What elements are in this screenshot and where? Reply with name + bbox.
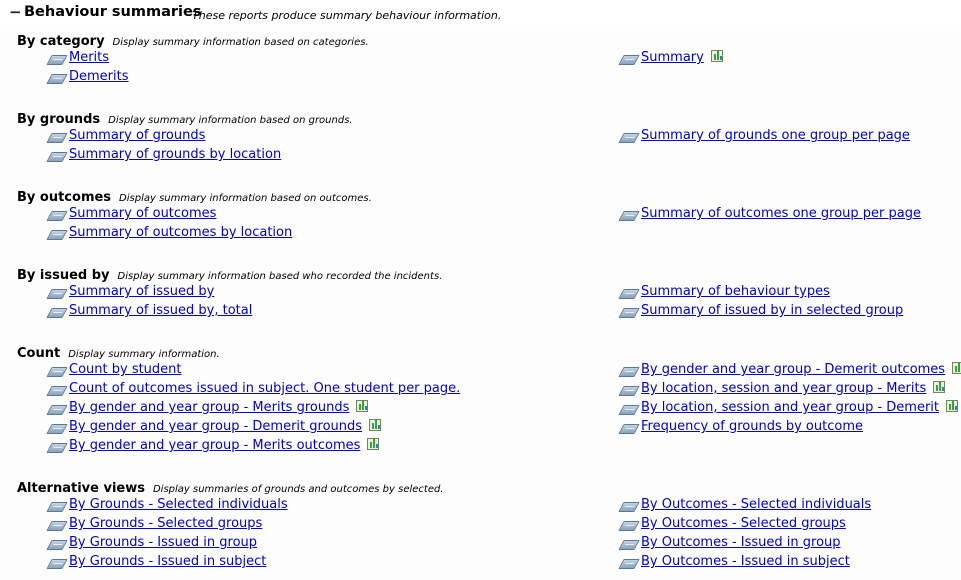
section-title: By issued by — [17, 268, 110, 283]
report-book-icon — [618, 308, 639, 318]
report-link-label: By Outcomes - Selected groups — [641, 516, 846, 531]
bar-chart-icon[interactable] — [367, 438, 379, 450]
report-book-icon — [46, 443, 67, 453]
report-link-label: By Outcomes - Issued in group — [641, 535, 841, 550]
report-book-icon — [618, 521, 639, 531]
report-link[interactable] — [69, 381, 460, 396]
report-link-label: By location, session and year group - Demerit — [641, 400, 940, 415]
bar-chart-icon[interactable] — [711, 50, 723, 62]
report-link-label: By Grounds - Issued in group — [69, 535, 258, 550]
report-link[interactable] — [69, 50, 109, 65]
report-link[interactable] — [641, 362, 961, 377]
report-link-label: Merits — [69, 50, 110, 65]
report-link-label: By Grounds - Issued in subject — [69, 554, 267, 569]
report-link[interactable] — [641, 128, 910, 143]
section-header — [17, 342, 220, 361]
bar-chart-icon[interactable] — [952, 362, 961, 374]
report-link[interactable] — [641, 535, 841, 550]
report-link-label: Summary of grounds by location — [69, 147, 282, 162]
report-link-label: Frequency of grounds by outcome — [641, 419, 863, 434]
report-link[interactable] — [69, 128, 205, 143]
report-link-label: By Outcomes - Issued in subject — [641, 554, 850, 569]
bar-chart-icon[interactable] — [946, 400, 958, 412]
section-description: Display summary information. — [68, 349, 220, 360]
report-book-icon — [618, 367, 639, 377]
report-book-icon — [46, 386, 67, 396]
report-link[interactable] — [69, 438, 379, 453]
section-header — [17, 186, 372, 205]
report-link-label: By gender and year group - Demerit outcomes — [641, 362, 946, 377]
report-book-icon — [46, 367, 67, 377]
bar-chart-icon[interactable] — [356, 400, 368, 412]
report-link[interactable] — [69, 362, 182, 377]
section-header — [17, 108, 353, 127]
report-link-label: Count by student — [69, 362, 182, 377]
page-description: These reports produce summary behaviour information. — [192, 9, 502, 22]
report-link[interactable] — [641, 497, 871, 512]
report-book-icon — [46, 559, 67, 569]
report-book-icon — [46, 405, 67, 415]
report-book-icon — [618, 386, 639, 396]
section-description: Display summaries of grounds and outcomes by selected. — [152, 484, 444, 495]
report-book-icon — [46, 211, 67, 221]
report-book-icon — [46, 133, 67, 143]
report-book-icon — [46, 152, 67, 162]
page-title: Behaviour summaries — [24, 4, 202, 20]
report-link-label: Summary of grounds one group per page — [641, 128, 910, 143]
report-book-icon — [46, 230, 67, 240]
collapse-toggle-icon[interactable]: − — [9, 3, 22, 21]
header-bar — [0, 0, 961, 26]
section-header — [17, 264, 442, 283]
report-link[interactable] — [641, 419, 863, 434]
section-description: Display summary information based on grounds. — [108, 115, 353, 126]
section-description: Display summary information based who recorded the incidents. — [117, 271, 443, 282]
report-link-label: Summary of outcomes — [69, 206, 217, 221]
section-title: By outcomes — [17, 190, 112, 205]
report-link-label: By gender and year group - Merits grounds — [69, 400, 350, 415]
report-book-icon — [618, 502, 639, 512]
report-link[interactable] — [69, 554, 266, 569]
report-link-label: Summary of issued by in selected group — [641, 303, 904, 318]
report-link[interactable] — [69, 206, 216, 221]
report-link-label: Summary of outcomes by location — [69, 225, 293, 240]
report-book-icon — [618, 540, 639, 550]
report-link-label: Summary of grounds — [69, 128, 206, 143]
report-book-icon — [618, 405, 639, 415]
section-header — [17, 30, 369, 49]
section-title: By grounds — [17, 112, 101, 127]
report-link-label: Demerits — [69, 69, 129, 84]
report-book-icon — [46, 521, 67, 531]
section-title: By category — [17, 34, 105, 49]
report-link[interactable] — [69, 225, 292, 240]
report-link[interactable] — [641, 554, 850, 569]
report-link-label: By location, session and year group - Merits — [641, 381, 927, 396]
report-book-icon — [46, 308, 67, 318]
report-link[interactable] — [69, 535, 257, 550]
report-link-label: Summary of issued by, total — [69, 303, 253, 318]
report-link-label: By Grounds - Selected groups — [69, 516, 263, 531]
report-link-label: By Grounds - Selected individuals — [69, 497, 288, 512]
report-link[interactable] — [69, 69, 129, 84]
report-link-label: By gender and year group - Demerit grounds — [69, 419, 363, 434]
section-description: Display summary information based on outcomes. — [119, 193, 372, 204]
report-link[interactable] — [641, 206, 921, 221]
report-link[interactable] — [69, 516, 262, 531]
section-header — [17, 477, 444, 496]
report-link[interactable] — [641, 284, 830, 299]
report-link[interactable] — [641, 381, 945, 396]
report-book-icon — [46, 424, 67, 434]
report-book-icon — [618, 289, 639, 299]
report-book-icon — [46, 74, 67, 84]
report-link[interactable] — [641, 516, 846, 531]
report-link[interactable] — [641, 400, 958, 415]
report-link-label: By Outcomes - Selected individuals — [641, 497, 872, 512]
report-link-label: Summary — [641, 50, 704, 65]
report-book-icon — [46, 55, 67, 65]
report-link-label: Count of outcomes issued in subject. One student per page. — [69, 381, 461, 396]
report-book-icon — [618, 133, 639, 143]
report-link[interactable] — [69, 303, 252, 318]
bar-chart-icon[interactable] — [369, 419, 381, 431]
report-link-label: Summary of behaviour types — [641, 284, 830, 299]
section-description: Display summary information based on categories. — [112, 37, 369, 48]
report-link[interactable] — [641, 50, 723, 65]
report-book-icon — [618, 55, 639, 65]
report-link[interactable] — [69, 419, 381, 434]
report-book-icon — [618, 211, 639, 221]
report-link-label: By gender and year group - Merits outcomes — [69, 438, 361, 453]
report-link[interactable] — [69, 284, 214, 299]
report-book-icon — [46, 540, 67, 550]
report-book-icon — [46, 289, 67, 299]
report-link[interactable] — [69, 147, 281, 162]
report-book-icon — [618, 559, 639, 569]
report-link[interactable] — [69, 497, 288, 512]
bar-chart-icon[interactable] — [933, 381, 945, 393]
report-link-label: Summary of outcomes one group per page — [641, 206, 921, 221]
section-title: Count — [17, 346, 61, 361]
report-book-icon — [618, 424, 639, 434]
report-link[interactable] — [641, 303, 903, 318]
report-link[interactable] — [69, 400, 368, 415]
report-book-icon — [46, 502, 67, 512]
section-title: Alternative views — [17, 481, 145, 496]
report-link-label: Summary of issued by — [69, 284, 215, 299]
